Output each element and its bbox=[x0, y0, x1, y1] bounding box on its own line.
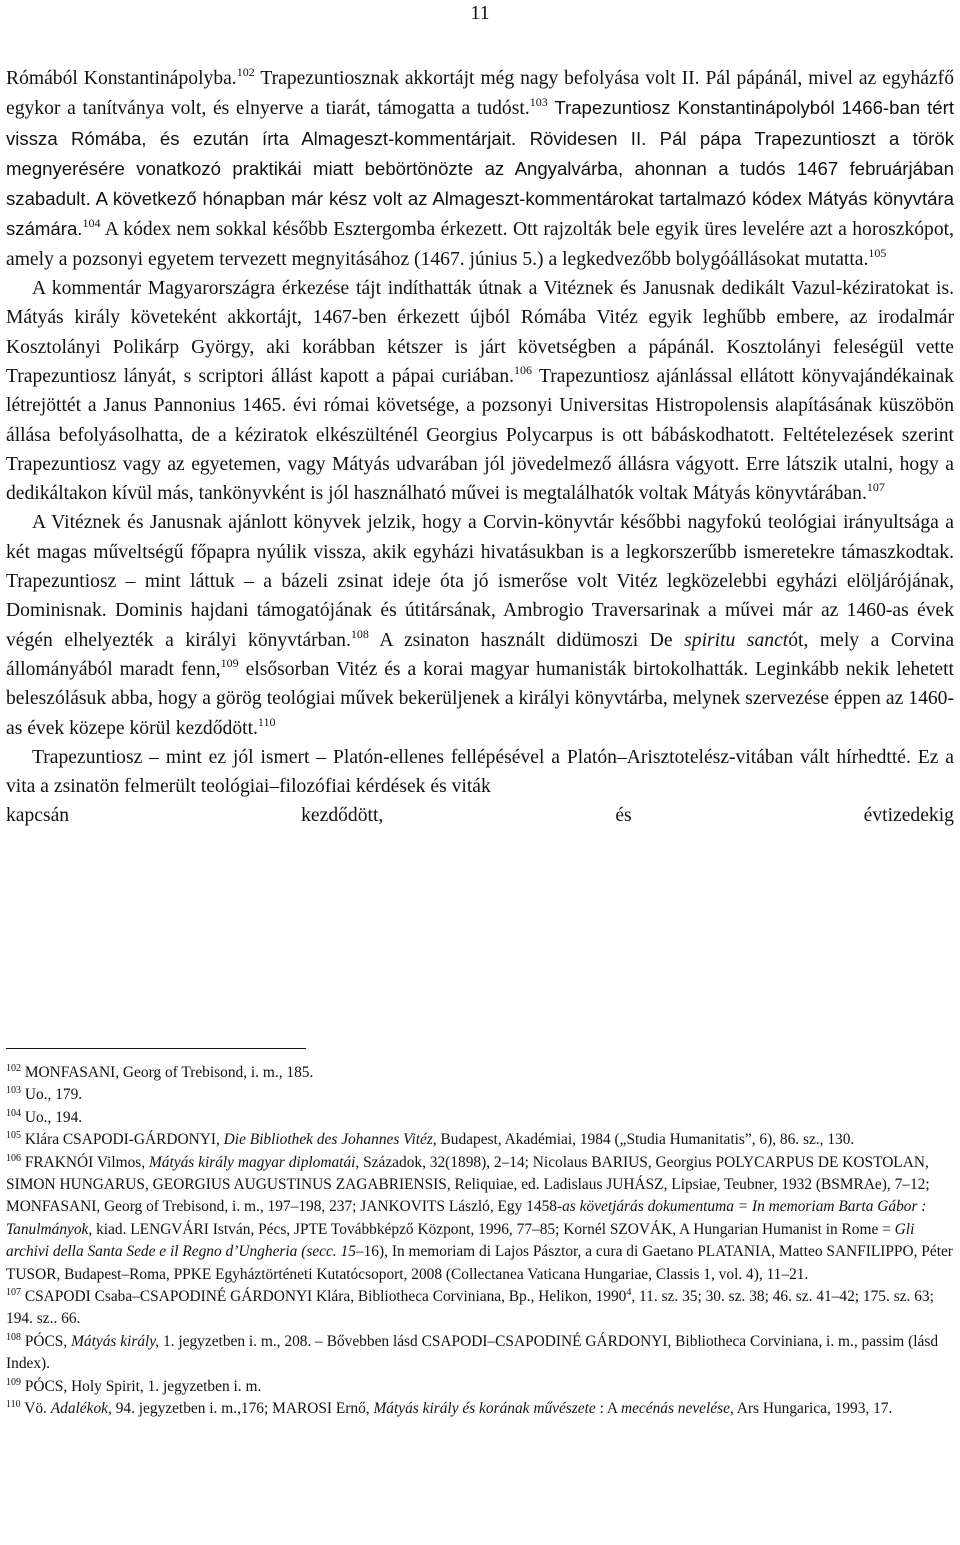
footnote-106: $^{106}$ FRAKNÓI Vilmos, Mátyás király magyar diplomatái, Századok, 32(1898), 2–14; Nicolaus BARIUS, Georgius POLYCARPUS DE KOSTOLAN, SIMON HUNGARUS, GEORGIUS AUGUSTINUS ZAGABRIENSIS, Reliquiae, ed. Ladislaus JUHÁSZ, Lipsiae, Teubner, 1932 (BSMRAe), 7–12; MONFASANI, Georg of Trebisond, i. m., 197–198, 237; JANKOVITS László, Egy 1458-as követjárás dokumentuma = In memoriam Barta Gábor : Tanulmányok, kiad. LENGVÁRI István, Pécs, JPTE Továbbképző Központ, 1996, 77–85; Kornél SZOVÁK, A Hungarian Humanist in Rome = Gli archivi della Santa Sede e il Regno d’Ungheria (secc. 15–16), In memoriam di Lajos Pásztor, a cura di Gaetano PLATANIA, Matteo SANFILIPPO, Péter TUSOR, Budapest–Roma, PPKE Egyháztörténeti Kutatócsoport, 2008 (Collectanea Vaticana Hungariae, Classis 1, vol. 4), 11–21. bbox=[6, 1152, 953, 1283]
footnote-ref-110[interactable]: 110 bbox=[257, 714, 276, 729]
paragraph-3: A Vitéznek és Janusnak ajánlott könyvek jelzik, hogy a Corvin-könyvtár későbbi nagyfokú teológiai irányultsága a két magas műveltségű főpapra nyúlik vissza, akik egyházi hivatásukban is a legkorszerűbb ismeretekre támaszkodtak. Trapezuntiosz – mint láttuk – a bázeli zsinat ideje óta jó ismerőse volt Vitéz legközelebbi egyházi elöljárójának, Dominisnak. Dominis hajdani támogatójának és útitársának, Ambrogio Traversarinak a művei már az 1460-as évek végén elhelyezték a királyi könyvtárban.$^{108}$ A zsinaton használt didümoszi De spiritu sanctót, mely a Corvina állományából maradt fenn,$^{109}$ elsősorban Vitéz és a korai magyar humanisták birtokolhatták. Leginkább nekik lehetett beleszólásuk abba, hogy a görög teológiai művek bekerüljenek a királyi könyvtárba, melynek szervezése éppen az 1460-as évek közepe körül kezdődött.$^{110}$ bbox=[6, 512, 955, 739]
paragraph-4-last-line: kapcsán kezdődött, és évtizedekig bbox=[6, 805, 954, 827]
footnote-ref-108[interactable]: 108 bbox=[350, 626, 369, 641]
footnote-105: $^{105}$ Klára CSAPODI-GÁRDONYI, Die Bibliothek des Johannes Vitéz, Budapest, Akadémiai, 1984 („Studia Humanitatis”, 6), 86. sz., 130. bbox=[6, 1130, 855, 1149]
footnote-ref-105[interactable]: 105 bbox=[868, 245, 887, 260]
footnote-108: $^{108}$ PÓCS, Mátyás király, 1. jegyzetben i. m., 208. – Bővebben lásd CSAPODI–CSAPODINÉ GÁRDONYI, Bibliotheca Corviniana, i. m., passim (lásd Index). bbox=[6, 1331, 939, 1373]
main-text bbox=[6, 64, 954, 831]
paragraph-4: Trapezuntiosz – mint ez jól ismert – Platón-ellenes fellépésével a Platón–Arisztotelész-vitában vált hírhedtté. Ez a vita a zsinatön felmerült teológiai–filozófiai kérdések és viták bbox=[6, 746, 954, 798]
footnote-107: $^{107}$ CSAPODI Csaba–CSAPODINÉ GÁRDONYI Klára, Bibliotheca Corviniana, Bp., Helikon, 1990$^4$, 11. sz. 35; 30. sz. 38; 46. sz. 41–42; 175. sz. 63; 194. sz.. 66. bbox=[6, 1287, 934, 1328]
footnote-102: $^{102}$ MONFASANI, Georg of Trebisond, i. m., 185. bbox=[6, 1063, 314, 1081]
footnote-ref-102[interactable]: 102 bbox=[236, 65, 255, 79]
page-number: 11 bbox=[470, 2, 490, 24]
paragraph-2: A kommentár Magyarországra érkezése tájt indíthatták útnak a Vitéznek és Janusnak dedikált Vazul-kéziratokat is. Mátyás király követeként akkortájt, 1467-ben érkezett újból Rómába Vitéz egyik leghűbb embere, az irodalmár Kosztolányi Polikárp György, aki korábban kétszer is járt követségben a pápánál. Kosztolányi feleségül vette Trapezuntiosz lányát, s scriptori állást kapott a pápai curiában.$^{106}$ Trapezuntiosz ajánlással ellátott könyvajándékainak létrejöttét a Janus Pannonius 1465. évi római követsége, a pozsonyi Universitas Histropolensis alapításának küszöbön állása befolyásolhatta, de a kéziratok elkészülténél Georgius Polycarpus is ott bábáskodhatott. Feltételezések szerint Trapezuntiosz vagy az egyetemen, vagy Mátyás udvarában jól jövedelmező állásra vágyott. Erre látszik utalni, hogy a dedikáltakon kívül más, tankönyvként is jól használható művei is megtalálhatók voltak Mátyás könyvtárában.$^{107}$ bbox=[6, 278, 954, 505]
footnotes bbox=[6, 1062, 954, 1421]
footnote-104: $^{104}$ Uo., 194. bbox=[6, 1107, 83, 1126]
paragraph-1: Rómából Konstantinápolyba.$^{102}$ Trapezuntiosznak akkortájt még nagy befolyása volt II. Pál pápánál, mivel az egyházfő egykor a tanítványa volt, és elnyerve a tiarát, támogatta a tudóst.$^{103}$ Trapezuntiosz Konstantinápolyból 1466-ban tért vissza Rómába, és ezután írta Almageszt-kommentárjait. Rövidesen II. Pál pápa Trapezuntioszt a török megnyerésére vonatkozó praktikái miatt bebörtönözte az Angyalvárba, ahonnan a tudós 1467 februárjában szabadult. A következő hónapban már kész volt az Almageszt-kommentárokat tartalmazó kódex Mátyás könyvtára számára.$^{104}$ A kódex nem sokkal később Esztergomba érkezett. Ott rajzolták bele egyik üres levelére azt a horoszkópot, amely a pozsonyi egyetem tervezett megnyitásához (1467. június 5.) a legkedvezőbb bolygóállásokat mutatta.$^{105}$ bbox=[6, 65, 955, 270]
footnote-110: $^{110}$ Vö. Adalékok, 94. jegyzetben i. m.,176; MAROSI Ernő, Mátyás király és korának művészete : A mecénás nevelése, Ars Hungarica, 1993, 17. bbox=[6, 1399, 893, 1418]
footnote-ref-106[interactable]: 106 bbox=[514, 362, 533, 377]
footnote-ref-109[interactable]: 109 bbox=[220, 655, 239, 670]
footnote-109: $^{109}$ PÓCS, Holy Spirit, 1. jegyzetben i. m. bbox=[6, 1376, 262, 1395]
footnote-ref-104[interactable]: 104 bbox=[82, 216, 101, 231]
footnote-separator bbox=[6, 1048, 306, 1049]
footnote-ref-103[interactable]: 103 bbox=[529, 95, 548, 110]
footnote-ref-107[interactable]: 107 bbox=[866, 480, 885, 495]
footnote-103: $^{103}$ Uo., 179. bbox=[6, 1085, 83, 1104]
